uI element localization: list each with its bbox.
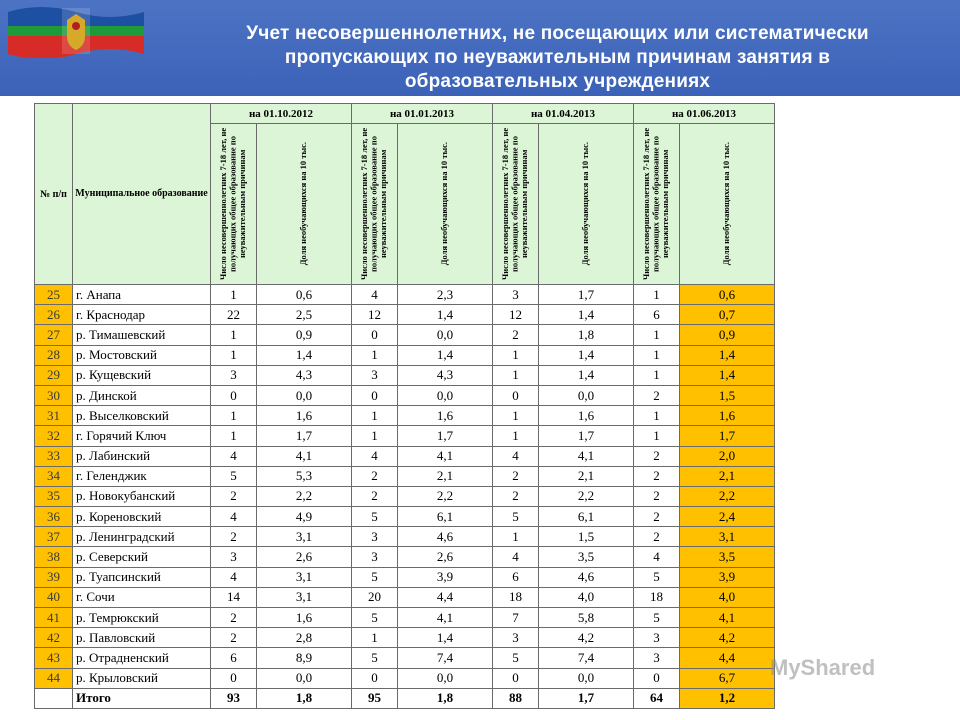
count-cell: 5 (352, 648, 398, 668)
row-number: 38 (35, 547, 73, 567)
count-cell: 4 (634, 547, 680, 567)
title-line-2: пропускающих по неуважительным причинам занятия в (284, 47, 831, 68)
count-cell: 5 (634, 608, 680, 628)
share-cell: 4,2 (680, 628, 775, 648)
header-count-1: Число несовершеннолетних 7-18 лет, не получающих общее образование по неуважительным причинам (211, 124, 257, 285)
share-cell: 4,6 (539, 567, 634, 587)
share-cell: 1,7 (680, 426, 775, 446)
total-count-cell: 64 (634, 688, 680, 708)
header-date-4: на 01.06.2013 (634, 104, 775, 124)
count-cell: 14 (211, 587, 257, 607)
count-cell: 2 (352, 486, 398, 506)
count-cell: 5 (493, 507, 539, 527)
municipality-name: г. Сочи (73, 587, 211, 607)
share-cell: 6,7 (680, 668, 775, 688)
share-cell: 3,1 (257, 527, 352, 547)
municipality-name: р. Темрюкский (73, 608, 211, 628)
count-cell: 1 (493, 527, 539, 547)
count-cell: 1 (211, 325, 257, 345)
count-cell: 1 (211, 285, 257, 305)
share-cell: 4,0 (539, 587, 634, 607)
municipality-name: р. Кореновский (73, 507, 211, 527)
count-cell: 20 (352, 587, 398, 607)
share-cell: 4,4 (680, 648, 775, 668)
table-row (35, 325, 775, 345)
total-label: Итого (73, 688, 211, 708)
municipality-name: р. Кущевский (73, 365, 211, 385)
count-cell: 2 (634, 446, 680, 466)
municipality-name: р. Тимашевский (73, 325, 211, 345)
share-cell: 3,1 (680, 527, 775, 547)
count-cell: 3 (634, 648, 680, 668)
share-cell: 1,4 (398, 305, 493, 325)
row-number: 31 (35, 406, 73, 426)
table-body (35, 285, 775, 709)
row-number: 37 (35, 527, 73, 547)
count-cell: 3 (352, 547, 398, 567)
table-row (35, 345, 775, 365)
row-number: 43 (35, 648, 73, 668)
share-cell: 3,5 (680, 547, 775, 567)
table-row (35, 587, 775, 607)
row-number: 44 (35, 668, 73, 688)
header-count-4: Число несовершеннолетних 7-18 лет, не получающих общее образование по неуважительным причинам (634, 124, 680, 285)
row-number: 42 (35, 628, 73, 648)
share-cell: 4,0 (680, 587, 775, 607)
share-cell: 0,0 (398, 385, 493, 405)
count-cell: 0 (634, 668, 680, 688)
count-cell: 1 (493, 345, 539, 365)
count-cell: 3 (352, 365, 398, 385)
share-cell: 0,9 (257, 325, 352, 345)
header-count-3: Число несовершеннолетних 7-18 лет, не получающих общее образование по неуважительным причинам (493, 124, 539, 285)
municipality-name: р. Северский (73, 547, 211, 567)
count-cell: 4 (211, 446, 257, 466)
total-count-cell: 93 (211, 688, 257, 708)
count-cell: 0 (352, 385, 398, 405)
count-cell: 12 (352, 305, 398, 325)
count-cell: 5 (352, 507, 398, 527)
share-cell: 0,0 (539, 668, 634, 688)
municipality-name: р. Выселковский (73, 406, 211, 426)
share-cell: 0,7 (680, 305, 775, 325)
count-cell: 2 (634, 466, 680, 486)
share-cell: 4,3 (257, 365, 352, 385)
count-cell: 1 (634, 426, 680, 446)
count-cell: 1 (211, 426, 257, 446)
row-number: 40 (35, 587, 73, 607)
municipality-name: р. Туапсинский (73, 567, 211, 587)
count-cell: 18 (493, 587, 539, 607)
count-cell: 4 (493, 446, 539, 466)
count-cell: 1 (211, 345, 257, 365)
header-municipality: Муниципальное образование (73, 104, 211, 285)
count-cell: 1 (493, 426, 539, 446)
row-number: 29 (35, 365, 73, 385)
municipality-name: р. Павловский (73, 628, 211, 648)
share-cell: 0,6 (257, 285, 352, 305)
share-cell: 0,0 (539, 385, 634, 405)
share-cell: 0,0 (257, 385, 352, 405)
header-num: № п/п (35, 104, 73, 285)
share-cell: 1,5 (680, 385, 775, 405)
count-cell: 2 (211, 608, 257, 628)
share-cell: 7,4 (539, 648, 634, 668)
municipality-name: г. Анапа (73, 285, 211, 305)
count-cell: 2 (211, 628, 257, 648)
count-cell: 2 (634, 486, 680, 506)
share-cell: 2,5 (257, 305, 352, 325)
count-cell: 22 (211, 305, 257, 325)
municipality-name: г. Краснодар (73, 305, 211, 325)
table-row (35, 507, 775, 527)
count-cell: 6 (493, 567, 539, 587)
header-share-2: Доля необучающихся на 10 тыс. (398, 124, 493, 285)
watermark: MyShared (770, 655, 876, 680)
count-cell: 4 (211, 507, 257, 527)
share-cell: 1,7 (398, 426, 493, 446)
count-cell: 2 (352, 466, 398, 486)
share-cell: 3,5 (539, 547, 634, 567)
share-cell: 1,6 (539, 406, 634, 426)
total-num-cell (35, 688, 73, 708)
share-cell: 1,6 (257, 406, 352, 426)
header-banner (0, 0, 960, 96)
share-cell: 0,9 (680, 325, 775, 345)
table-row (35, 648, 775, 668)
count-cell: 3 (493, 285, 539, 305)
table-row (35, 305, 775, 325)
count-cell: 3 (211, 365, 257, 385)
share-cell: 1,4 (398, 345, 493, 365)
count-cell: 1 (352, 345, 398, 365)
share-cell: 1,8 (539, 325, 634, 345)
row-number: 41 (35, 608, 73, 628)
count-cell: 3 (211, 547, 257, 567)
share-cell: 2,2 (398, 486, 493, 506)
municipality-name: р. Крыловский (73, 668, 211, 688)
count-cell: 1 (634, 325, 680, 345)
count-cell: 5 (211, 466, 257, 486)
total-share-cell: 1,2 (680, 688, 775, 708)
row-number: 30 (35, 385, 73, 405)
share-cell: 1,4 (539, 345, 634, 365)
share-cell: 6,1 (539, 507, 634, 527)
share-cell: 0,0 (398, 325, 493, 345)
share-cell: 8,9 (257, 648, 352, 668)
share-cell: 4,1 (398, 608, 493, 628)
table-row (35, 406, 775, 426)
share-cell: 6,1 (398, 507, 493, 527)
table-row (35, 426, 775, 446)
count-cell: 3 (634, 628, 680, 648)
share-cell: 1,5 (539, 527, 634, 547)
share-cell: 0,0 (398, 668, 493, 688)
total-count-cell: 88 (493, 688, 539, 708)
count-cell: 5 (493, 648, 539, 668)
count-cell: 0 (493, 385, 539, 405)
count-cell: 1 (352, 426, 398, 446)
share-cell: 2,4 (680, 507, 775, 527)
share-cell: 1,4 (539, 305, 634, 325)
share-cell: 1,4 (680, 345, 775, 365)
row-number: 33 (35, 446, 73, 466)
count-cell: 18 (634, 587, 680, 607)
count-cell: 1 (634, 345, 680, 365)
title-line-1: Учет несовершеннолетних, не посещающих или систематически (246, 23, 869, 44)
share-cell: 2,1 (680, 466, 775, 486)
share-cell: 2,2 (680, 486, 775, 506)
count-cell: 4 (352, 285, 398, 305)
total-share-cell: 1,7 (539, 688, 634, 708)
count-cell: 3 (493, 628, 539, 648)
share-cell: 3,9 (680, 567, 775, 587)
count-cell: 1 (211, 406, 257, 426)
share-cell: 7,4 (398, 648, 493, 668)
row-number: 27 (35, 325, 73, 345)
municipality-name: р. Лабинский (73, 446, 211, 466)
table-row (35, 668, 775, 688)
share-cell: 4,1 (398, 446, 493, 466)
share-cell: 4,6 (398, 527, 493, 547)
row-number: 34 (35, 466, 73, 486)
share-cell: 1,7 (257, 426, 352, 446)
table-row (35, 285, 775, 305)
header-share-4: Доля необучающихся на 10 тыс. (680, 124, 775, 285)
municipality-name: р. Динской (73, 385, 211, 405)
count-cell: 0 (352, 325, 398, 345)
count-cell: 1 (634, 365, 680, 385)
municipality-name: р. Ленинградский (73, 527, 211, 547)
count-cell: 5 (352, 567, 398, 587)
count-cell: 6 (211, 648, 257, 668)
table-row (35, 466, 775, 486)
share-cell: 1,6 (257, 608, 352, 628)
count-cell: 2 (493, 325, 539, 345)
count-cell: 2 (211, 486, 257, 506)
count-cell: 4 (211, 567, 257, 587)
count-cell: 0 (493, 668, 539, 688)
count-cell: 1 (634, 406, 680, 426)
count-cell: 4 (493, 547, 539, 567)
total-row (35, 688, 775, 708)
table-row (35, 446, 775, 466)
header-date-2: на 01.01.2013 (352, 104, 493, 124)
header-share-1: Доля необучающихся на 10 тыс. (257, 124, 352, 285)
total-count-cell: 95 (352, 688, 398, 708)
count-cell: 6 (634, 305, 680, 325)
share-cell: 1,4 (398, 628, 493, 648)
table-row (35, 608, 775, 628)
municipality-name: г. Геленджик (73, 466, 211, 486)
row-number: 32 (35, 426, 73, 446)
count-cell: 2 (634, 385, 680, 405)
share-cell: 1,4 (539, 365, 634, 385)
row-number: 36 (35, 507, 73, 527)
count-cell: 1 (493, 365, 539, 385)
total-share-cell: 1,8 (398, 688, 493, 708)
municipality-name: р. Отрадненский (73, 648, 211, 668)
header-date-1: на 01.10.2012 (211, 104, 352, 124)
count-cell: 5 (634, 567, 680, 587)
count-cell: 1 (352, 406, 398, 426)
row-number: 26 (35, 305, 73, 325)
share-cell: 2,3 (398, 285, 493, 305)
count-cell: 0 (211, 385, 257, 405)
share-cell: 2,6 (398, 547, 493, 567)
municipality-name: г. Горячий Ключ (73, 426, 211, 446)
share-cell: 3,1 (257, 567, 352, 587)
table-row (35, 547, 775, 567)
row-number: 28 (35, 345, 73, 365)
share-cell: 2,1 (539, 466, 634, 486)
table-row (35, 628, 775, 648)
share-cell: 3,9 (398, 567, 493, 587)
share-cell: 4,3 (398, 365, 493, 385)
truancy-table (34, 103, 775, 709)
total-share-cell: 1,8 (257, 688, 352, 708)
count-cell: 2 (634, 527, 680, 547)
count-cell: 12 (493, 305, 539, 325)
header-share-3: Доля необучающихся на 10 тыс. (539, 124, 634, 285)
share-cell: 2,6 (257, 547, 352, 567)
share-cell: 1,4 (680, 365, 775, 385)
count-cell: 3 (352, 527, 398, 547)
share-cell: 5,3 (257, 466, 352, 486)
share-cell: 3,1 (257, 587, 352, 607)
count-cell: 2 (493, 466, 539, 486)
count-cell: 5 (352, 608, 398, 628)
share-cell: 0,0 (257, 668, 352, 688)
count-cell: 1 (352, 628, 398, 648)
municipality-name: р. Мостовский (73, 345, 211, 365)
share-cell: 0,6 (680, 285, 775, 305)
share-cell: 2,2 (257, 486, 352, 506)
municipality-name: р. Новокубанский (73, 486, 211, 506)
share-cell: 2,2 (539, 486, 634, 506)
table-row (35, 567, 775, 587)
row-number: 35 (35, 486, 73, 506)
krasnodar-flag-icon (6, 2, 146, 58)
count-cell: 2 (493, 486, 539, 506)
header-count-2: Число несовершеннолетних 7-18 лет, не получающих общее образование по неуважительным причинам (352, 124, 398, 285)
share-cell: 1,4 (257, 345, 352, 365)
count-cell: 7 (493, 608, 539, 628)
count-cell: 1 (634, 285, 680, 305)
table-row (35, 486, 775, 506)
share-cell: 1,6 (680, 406, 775, 426)
share-cell: 1,6 (398, 406, 493, 426)
share-cell: 2,0 (680, 446, 775, 466)
row-number: 39 (35, 567, 73, 587)
share-cell: 1,7 (539, 285, 634, 305)
row-number: 25 (35, 285, 73, 305)
share-cell: 2,1 (398, 466, 493, 486)
page-title (175, 22, 940, 94)
table-row (35, 365, 775, 385)
share-cell: 2,8 (257, 628, 352, 648)
title-line-3: образовательных учреждениях (404, 71, 711, 92)
header-date-3: на 01.04.2013 (493, 104, 634, 124)
count-cell: 2 (211, 527, 257, 547)
share-cell: 1,7 (539, 426, 634, 446)
count-cell: 4 (352, 446, 398, 466)
share-cell: 4,2 (539, 628, 634, 648)
share-cell: 4,1 (539, 446, 634, 466)
count-cell: 0 (352, 668, 398, 688)
share-cell: 4,1 (680, 608, 775, 628)
share-cell: 5,8 (539, 608, 634, 628)
table-row (35, 527, 775, 547)
count-cell: 2 (634, 507, 680, 527)
table-row (35, 385, 775, 405)
share-cell: 4,1 (257, 446, 352, 466)
count-cell: 1 (493, 406, 539, 426)
share-cell: 4,4 (398, 587, 493, 607)
share-cell: 4,9 (257, 507, 352, 527)
count-cell: 0 (211, 668, 257, 688)
